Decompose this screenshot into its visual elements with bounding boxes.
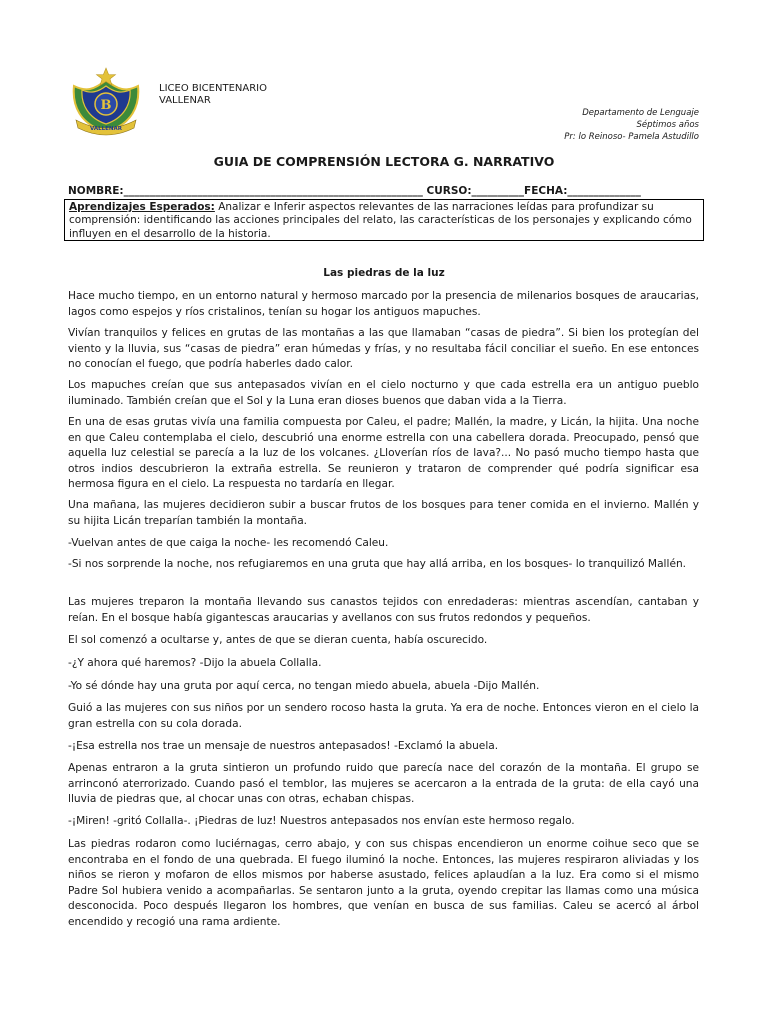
name-field[interactable]: NOMBRE:_________________________________________________________ [68,185,423,197]
story-paragraph: Las mujeres treparon la montaña llevando sus canastos tejidos con enredaderas: mientras ascendían, cantaban y reían. En el bosque había gigantescas araucarias y avellanos con sus frutos redondos y pequeños. [68,596,699,624]
story-paragraph: -¡Miren! -gritó Collalla-. ¡Piedras de luz! Nuestros antepasados nos envían este hermoso regalo. [68,815,575,827]
story-title: Las piedras de la luz [323,267,445,279]
svg-text:B: B [100,98,112,113]
story-paragraph: -¡Esa estrella nos trae un mensaje de nuestros antepasados! -Exclamó la abuela. [68,740,499,752]
department-info [564,107,699,143]
svg-text:VALLENAR: VALLENAR [89,126,123,132]
learning-objectives-text: Analizar e Inferir aspectos relevantes de las narraciones leídas para profundizar su comprensión: identificando las acciones principales del relato, las características de los personajes y explicando cómo influyen en el desarrollo de la historia. [69,201,692,240]
student-fields [68,185,641,197]
story-paragraph: Las piedras rodaron como luciérnagas, cerro abajo, y con sus chispas encendieron un enorme coihue seco que se encontraba en el fondo de una quebrada. El fuego iluminó la noche. Entonces, las mujeres respiraron aliviadas y los niños se rieron y mofaron de ellos mismos por haberse asustado, felices aplaudían a la luz. Era como si el mismo Padre Sol hubiera venido a acompañarlas. Se sentaron junto a la gruta, oyendo crepitar las llamas como una música desconocida. Poco después llegaron los hombres, que venían en busca de sus familias. Caleu se acercó al árbol encendido y recogió una rama ardiente. [68,838,699,928]
date-field[interactable]: FECHA:______________ [524,185,641,197]
story-paragraph: -¿Y ahora qué haremos? -Dijo la abuela Collalla. [68,657,322,669]
school-name [159,83,267,107]
story-paragraph: Una mañana, las mujeres decidieron subir a buscar frutos de los bosques para tener comida en el invierno. Mallén y su hijita Licán treparían también la montaña. [68,499,699,527]
story-paragraph: Guió a las mujeres con sus niños por un sendero rocoso hasta la gruta. Ya era de noche. Entonces vieron en el cielo la gran estrella con su cola dorada. [68,702,699,730]
story-paragraph: Apenas entraron a la gruta sintieron un profundo ruido que parecía nace del corazón de la montaña. El grupo se arrinconó aterrorizado. Cuando pasó el temblor, las mujeres se acercaron a la entrada de la gruta: de ella cayó una lluvia de piedras que, al chocar unas con otras, echaban chispas. [68,762,699,806]
story-paragraph: El sol comenzó a ocultarse y, antes de que se dieran cuenta, había oscurecido. [68,634,488,646]
story-paragraph: En una de esas grutas vivía una familia compuesta por Caleu, el padre; Mallén, la madre, y Licán, la hijita. Una noche en que Caleu contemplaba el cielo, descubrió una enorme estrella con una cabellera dorada. Preocupado, pensó que aquella luz celestial se parecía a la luz de los volcanes. ¿Lloverían ríos de lava?... No pasó mucho tiempo hasta que otros indios descubrieron la extraña estrella. Se reunieron y trataron de comprender qué podría significar esa hermosa figura en el cielo. La respuesta no tardaría en llegar. [68,416,699,491]
story-paragraph: Hace mucho tiempo, en un entorno natural y hermoso marcado por la presencia de milenarios bosques de araucarias, lagos como espejos y ríos cristalinos, tenían su hogar los antiguos mapuches. [68,290,699,318]
story-paragraph: Los mapuches creían que sus antepasados vivían en el cielo nocturno y que cada estrella era un antiguo pueblo iluminado. También creían que el Sol y la Luna eran dioses buenos que daban vida a la Tierra. [68,379,699,407]
story-paragraph: -Yo sé dónde hay una gruta por aquí cerca, no tengan miedo abuela, abuela -Dijo Mallén. [68,680,540,692]
story-paragraph: -Vuelvan antes de que caiga la noche- les recomendó Caleu. [68,537,389,549]
department-label: Departamento de Lenguaje [582,108,699,118]
school-crest-logo [66,66,146,136]
school-name-line2: VALLENAR [159,95,211,106]
course-field[interactable]: CURSO:__________ [426,185,525,197]
story-paragraph: Vivían tranquilos y felices en grutas de las montañas a las que llamaban “casas de piedra”. Si bien los protegían del viento y la lluvia, sus “casas de piedra” eran húmedas y frías, y no resultaba fácil conciliar el sueño. En ese entonces no conocían el fuego, que podría haberles dado calor. [68,327,699,371]
teachers-label: Pr: lo Reinoso- Pamela Astudillo [564,132,699,142]
guide-title: GUIA DE COMPRENSIÓN LECTORA G. NARRATIVO [213,154,555,169]
school-name-line1: LICEO BICENTENARIO [159,83,267,94]
learning-objectives-box [64,199,704,241]
story-paragraph: -Si nos sorprende la noche, nos refugiaremos en una gruta que hay allá arriba, en los bosques- lo tranquilizó Mallén. [68,558,687,570]
grade-label: Séptimos años [636,120,699,130]
learning-objectives-label: Aprendizajes Esperados: [69,201,215,213]
